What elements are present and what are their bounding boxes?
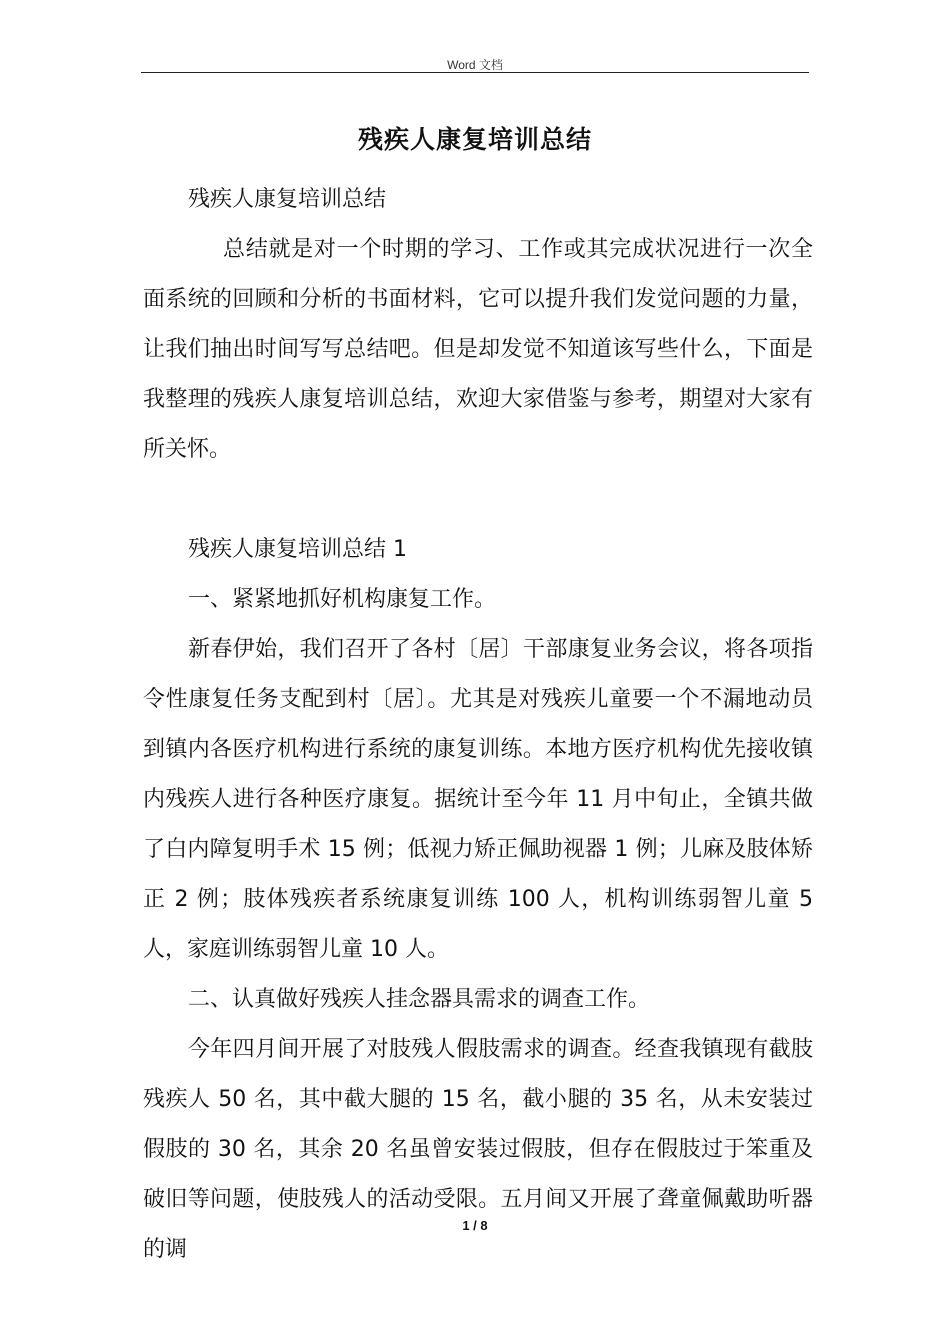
document-body (143, 175, 813, 1275)
section-heading: 残疾人康复培训总结 1 (188, 537, 407, 562)
header-divider (141, 72, 809, 73)
paragraph-body-2: 今年四月间开展了对肢残人假肢需求的调查。经查我镇现有截肢残疾人 50 名，其中截大腿的 15 名，截小腿的 35 名，从未安装过假肢的 30 名，其余 20 名虽曾安装过假肢，但存在假肢过于笨重及破旧等问题，使肢残人的活动受限。五月间又开展了聋童佩戴助听器的调 (143, 1037, 813, 1262)
page-header: Word 文档 (447, 58, 503, 72)
subsection-heading-1: 一、紧紧地抓好机构康复工作。 (188, 587, 497, 612)
page-number: 1 / 8 (462, 1218, 488, 1233)
paragraph-subtitle: 残疾人康复培训总结 (188, 187, 387, 212)
subsection-heading-2: 二、认真做好残疾人挂念器具需求的调查工作。 (188, 987, 651, 1012)
document-title: 残疾人康复培训总结 (357, 125, 592, 154)
blank-line (143, 475, 813, 525)
paragraph-intro: 总结就是对一个时期的学习、工作或其完成状况进行一次全面系统的回顾和分析的书面材料，它可以提升我们发觉问题的力量，让我们抽出时间写写总结吧。但是却发觉不知道该写些什么，下面是我整理的残疾人康复培训总结，欢迎大家借鉴与参考，期望对大家有所关怀。 (143, 237, 813, 462)
paragraph-body-1: 新春伊始，我们召开了各村〔居〕干部康复业务会议，将各项指令性康复任务支配到村〔居〕。尤其是对残疾儿童要一个不漏地动员到镇内各医疗机构进行系统的康复训练。本地方医疗机构优先接收镇内残疾人进行各种医疗康复。据统计至今年 11 月中旬止，全镇共做了白内障复明手术 15 例；低视力矫正佩助视器 1 例；儿麻及肢体矫正 2 例；肢体残疾者系统康复训练 100 人，机构训练弱智儿童 5 人，家庭训练弱智儿童 10 人。 (143, 637, 813, 962)
